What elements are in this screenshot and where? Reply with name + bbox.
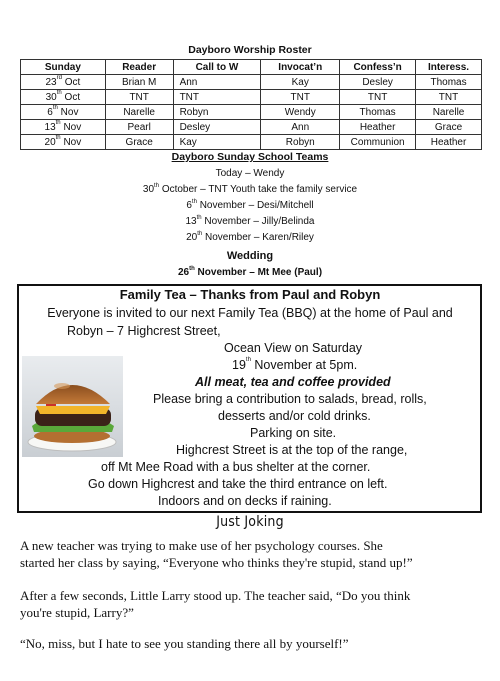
roster-cell: Ann xyxy=(261,120,340,135)
roster-cell: Wendy xyxy=(261,105,340,120)
roster-cell: TNT xyxy=(105,90,173,105)
roster-cell: Communion xyxy=(340,135,416,150)
list-item: 20th November – Karen/Riley xyxy=(186,231,314,243)
roster-table xyxy=(20,59,482,150)
list-item: 13th November – Jilly/Belinda xyxy=(185,215,315,227)
sunday-school-title: Dayboro Sunday School Teams xyxy=(171,151,329,163)
roster-cell: Heather xyxy=(416,135,482,150)
roster-cell: Pearl xyxy=(105,120,173,135)
family-tea-indoors: Indoors and on decks if raining. xyxy=(158,494,332,508)
family-tea-invite-line3: Ocean View on Saturday xyxy=(224,341,363,355)
roster-cell: Desley xyxy=(173,120,261,135)
roster-header-intercession: Interess. xyxy=(416,60,482,75)
family-tea-date: 19th November at 5pm. xyxy=(232,357,358,372)
roster-date: 23rd Oct xyxy=(21,75,106,90)
wedding-title: Wedding xyxy=(226,250,274,262)
roster-cell: TNT xyxy=(416,90,482,105)
family-tea-title: Family Tea – Thanks from Paul and Robyn xyxy=(119,287,381,302)
family-tea-directions-line2: off Mt Mee Road with a bus shelter at the corner. xyxy=(101,460,371,474)
list-item: 30th October – TNT Youth take the family service xyxy=(142,183,358,195)
family-tea-directions-line3: Go down Highcrest and take the third entrance on left. xyxy=(88,477,388,491)
family-tea-bring-line1: Please bring a contribution to salads, bread, rolls, xyxy=(153,392,427,406)
table-row xyxy=(21,105,482,120)
roster-cell: Robyn xyxy=(261,135,340,150)
roster-date: 30th Oct xyxy=(21,90,106,105)
roster-cell: Kay xyxy=(261,75,340,90)
roster-cell: Narelle xyxy=(105,105,173,120)
roster-cell: Heather xyxy=(340,120,416,135)
sunday-school-today: Today – Wendy xyxy=(215,168,285,179)
roster-cell: Robyn xyxy=(173,105,261,120)
list-item: 6th November – Desi/Mitchell xyxy=(186,199,314,211)
joke-paragraph2-line2: you're stupid, Larry?” xyxy=(20,605,134,620)
roster-header-row xyxy=(21,60,482,75)
roster-cell: Grace xyxy=(416,120,482,135)
family-tea-parking: Parking on site. xyxy=(250,426,337,440)
roster-cell: Narelle xyxy=(416,105,482,120)
joke-paragraph2-line1: After a few seconds, Little Larry stood up. The teacher said, “Do you think xyxy=(20,588,411,603)
roster-cell: Kay xyxy=(173,135,261,150)
roster-cell: Desley xyxy=(340,75,416,90)
family-tea-bring-line2: desserts and/or cold drinks. xyxy=(218,409,371,423)
roster-cell: TNT xyxy=(261,90,340,105)
joke-title: Just Joking xyxy=(216,514,284,530)
roster-header-invocation: Invocat’n xyxy=(261,60,340,75)
hamburger-photo xyxy=(22,356,123,457)
joke-paragraph1-line2: started her class by saying, “Everyone who thinks they're stupid, stand up!” xyxy=(20,555,413,570)
roster-date: 20th Nov xyxy=(21,135,106,150)
roster-cell: Ann xyxy=(173,75,261,90)
roster-date: 6th Nov xyxy=(21,105,106,120)
roster-header-sunday: Sunday xyxy=(21,60,106,75)
roster-date: 13th Nov xyxy=(21,120,106,135)
roster-cell: Grace xyxy=(105,135,173,150)
roster-header-call-to-worship: Call to W xyxy=(173,60,261,75)
roster-cell: Brian M xyxy=(105,75,173,90)
table-row xyxy=(21,75,482,90)
roster-title: Dayboro Worship Roster xyxy=(188,44,312,56)
table-row xyxy=(21,120,482,135)
roster-header-reader: Reader xyxy=(105,60,173,75)
roster-header-confession: Confess’n xyxy=(340,60,416,75)
roster-cell: Thomas xyxy=(340,105,416,120)
joke-paragraph1-line1: A new teacher was trying to make use of her psychology courses. She xyxy=(20,538,383,553)
joke-paragraph3: “No, miss, but I hate to see you standing there all by yourself!” xyxy=(20,636,349,651)
roster-cell: TNT xyxy=(173,90,261,105)
family-tea-provided: All meat, tea and coffee provided xyxy=(195,375,391,389)
family-tea-invite-line2: Robyn – 7 Highcrest Street, xyxy=(67,324,221,338)
table-row xyxy=(21,135,482,150)
roster-cell: Thomas xyxy=(416,75,482,90)
family-tea-directions-line1: Highcrest Street is at the top of the range, xyxy=(176,443,408,457)
wedding-details: 26th November – Mt Mee (Paul) xyxy=(177,266,323,278)
family-tea-invite-line1: Everyone is invited to our next Family Tea (BBQ) at the home of Paul and xyxy=(47,306,453,320)
roster-cell: TNT xyxy=(340,90,416,105)
table-row xyxy=(21,90,482,105)
